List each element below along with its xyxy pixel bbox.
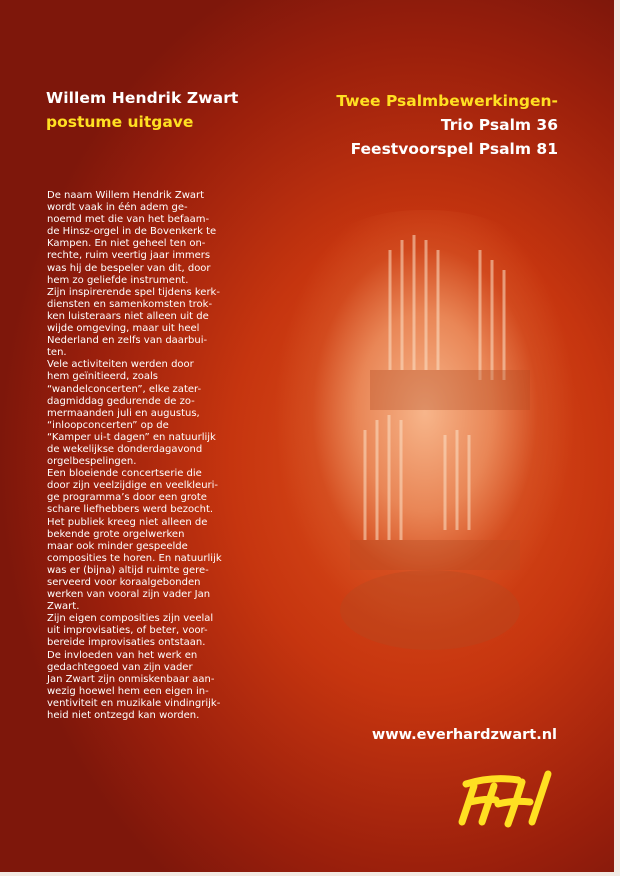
website-link[interactable]: www.everhardzwart.nl	[371, 727, 557, 743]
body-line: wijde omgeving, maar uit heel	[47, 323, 200, 335]
title-line-1: Twee Psalmbewerkingen-	[336, 92, 558, 110]
ez-monogram-logo-icon	[452, 762, 562, 832]
body-line: ge programma’s door een grote	[47, 492, 207, 504]
body-line: Het publiek kreeg niet alleen de	[47, 516, 208, 528]
body-line: was hij de bespeler van dit, door	[47, 262, 211, 274]
body-line: orgelbespelingen.	[47, 456, 137, 468]
body-line: hem geïnitieerd, zoals	[47, 371, 158, 383]
body-line: Kampen. En niet geheel ten on-	[47, 238, 206, 250]
body-line: schare liefhebbers werd bezocht.	[47, 504, 214, 516]
body-line: diensten en samenkomsten trok-	[47, 298, 213, 310]
body-line: De naam Willem Hendrik Zwart	[47, 190, 205, 201]
title-line-2: Trio Psalm 36	[440, 116, 558, 134]
body-line: ken luisteraars niet alleen uit de	[47, 310, 209, 322]
body-line: Een bloeiende concertserie die	[47, 468, 202, 480]
body-line: “wandelconcerten”, elke zater-	[47, 383, 202, 395]
work-title	[336, 89, 558, 161]
page-edge-right	[614, 0, 620, 876]
body-line: maar ook minder gespeelde	[47, 540, 188, 552]
body-line: bekende grote orgelwerken	[47, 528, 185, 540]
body-line: Vele activiteiten werden door	[47, 359, 194, 371]
body-line: gedachtegoed van zijn vader	[47, 661, 193, 673]
body-line: composities te horen. En natuurlijk	[47, 552, 222, 564]
body-line: Zijn inspirerende spel tijdens kerk-	[47, 286, 220, 298]
body-line: uit improvisaties, of beter, voor-	[47, 625, 208, 637]
body-line: wordt vaak in één adem ge-	[47, 202, 188, 214]
body-line: “Kamper ui-t dagen” en natuurlijk	[47, 431, 216, 443]
body-line: rechte, ruim veertig jaar immers	[47, 250, 211, 262]
body-line: de Hinsz-orgel in de Bovenkerk te	[47, 226, 217, 238]
body-line: de wekelijkse donderdagavond	[47, 443, 203, 455]
edition-subtitle: postume uitgave	[46, 113, 194, 131]
body-line: Jan Zwart zijn onmiskenbaar aan-	[47, 673, 215, 685]
body-line: door zijn veelzijdige en veelkleuri-	[47, 480, 219, 492]
body-text	[47, 190, 272, 722]
body-line: bereide improvisaties ontstaan.	[47, 637, 206, 649]
body-line: serveerd voor koraalgebonden	[47, 577, 201, 588]
body-line: Nederland en zelfs van daarbui-	[47, 335, 208, 347]
body-line: De invloeden van het werk en	[47, 649, 198, 661]
body-line: werken van vooral zijn vader Jan	[47, 589, 211, 601]
body-line: heid niet ontzegd kan worden.	[47, 710, 200, 722]
body-line: Zwart.	[47, 601, 80, 613]
body-line: dagmiddag gedurende de zo-	[47, 395, 195, 407]
body-line: noemd met die van het befaam-	[47, 214, 210, 226]
body-line: ventiviteit en muzikale vindingrijk-	[47, 697, 221, 709]
author-name: Willem Hendrik Zwart	[46, 89, 239, 107]
title-line-3: Feestvoorspel Psalm 81	[350, 140, 558, 158]
page-edge-bottom	[0, 872, 620, 876]
body-line: hem zo geliefde instrument.	[47, 274, 189, 286]
organ-photo	[270, 210, 580, 660]
body-line: wezig hoewel hem een eigen in-	[47, 685, 209, 697]
body-line: Zijn eigen composities zijn veelal	[47, 613, 214, 625]
body-line: ten.	[47, 347, 67, 359]
body-line: was er (bijna) altijd ruimte gere-	[47, 564, 209, 576]
body-line: mermaanden juli en augustus,	[47, 407, 200, 419]
body-line: “inloopconcerten” op de	[47, 419, 169, 431]
